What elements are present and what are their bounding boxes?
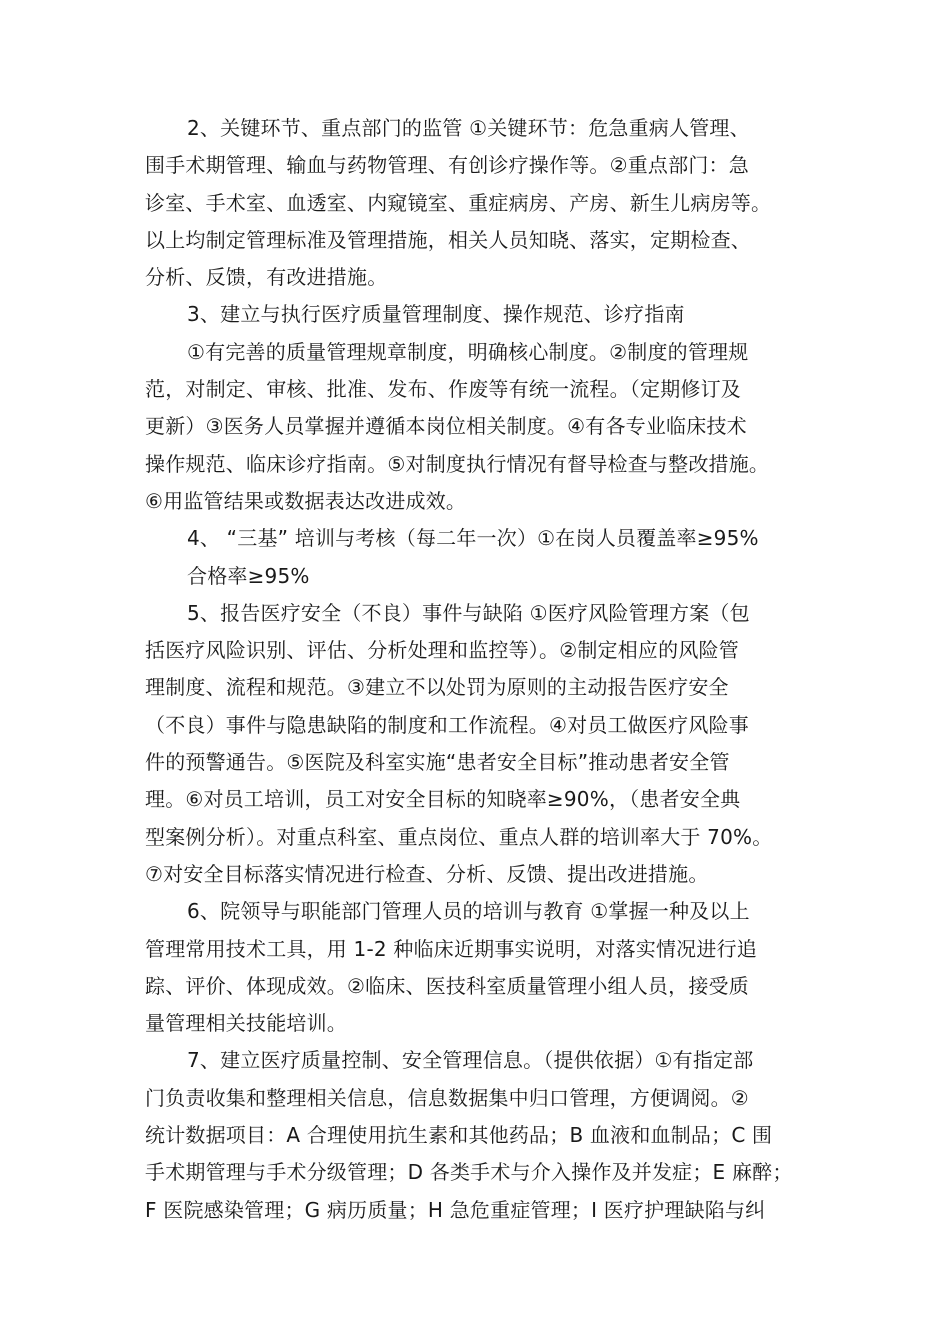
- text-line: 理制度、流程和规范。③建立不以处罚为原则的主动报告医疗安全: [145, 675, 729, 700]
- paragraph-key-links: [145, 110, 835, 296]
- text-line: （不良）事件与隐患缺陷的制度和工作流程。④对员工做医疗风险事: [145, 712, 749, 737]
- text-line: 7、建立医疗质量控制、安全管理信息。（提供依据）①有指定部: [187, 1048, 754, 1073]
- text-line: ①有完善的质量管理规章制度，明确核心制度。②制度的管理规: [187, 339, 749, 364]
- text-line: 门负责收集和整理相关信息，信息数据集中归口管理，方便调阅。②: [145, 1085, 749, 1110]
- text-line: 量管理相关技能培训。: [145, 1011, 347, 1036]
- paragraph-safety-events: [145, 595, 835, 893]
- text-line: 型案例分析）。对重点科室、重点岗位、重点人群的培训率大于 70%。: [145, 824, 773, 849]
- text-line: 诊室、手术室、血透室、内窥镜室、重症病房、产房、新生儿病房等。: [145, 190, 772, 215]
- paragraph-quality-system: [145, 334, 835, 520]
- heading-quality-system: [145, 296, 835, 333]
- text-line: 3、建立与执行医疗质量管理制度、操作规范、诊疗指南: [187, 302, 685, 327]
- text-line: 范，对制定、审核、批准、发布、作废等有统一流程。（定期修订及: [145, 377, 741, 402]
- text-line: 管理常用技术工具，用 1-2 种临床近期事实说明，对落实情况进行追: [145, 936, 757, 961]
- text-line: 围手术期管理、输血与药物管理、有创诊疗操作等。②重点部门：急: [145, 153, 749, 178]
- paragraph-training: [145, 520, 835, 557]
- text-line: 操作规范、临床诊疗指南。⑤对制度执行情况有督导检查与整改措施。: [145, 451, 770, 476]
- text-line: 6、院领导与职能部门管理人员的培训与教育 ①掌握一种及以上: [187, 899, 750, 924]
- text-line: 合格率≥95%: [187, 563, 310, 588]
- text-line: 理。⑥对员工培训，员工对安全目标的知晓率≥90%，（患者安全典: [145, 787, 741, 812]
- paragraph-leadership-training: [145, 893, 835, 1042]
- text-line: 踪、评价、体现成效。②临床、医技科室质量管理小组人员，接受质: [145, 973, 749, 998]
- paragraph-info-management: [145, 1042, 835, 1228]
- text-line: 括医疗风险识别、评估、分析处理和监控等）。②制定相应的风险管: [145, 638, 739, 663]
- document-body: [145, 110, 835, 1229]
- text-line: ⑥用监管结果或数据表达改进成效。: [145, 488, 467, 513]
- text-line: F 医院感染管理；G 病历质量；H 急危重症管理；I 医疗护理缺陷与纠: [145, 1197, 766, 1222]
- text-line: 以上均制定管理标准及管理措施，相关人员知晓、落实，定期检查、: [145, 227, 751, 252]
- text-line: 更新）③医务人员掌握并遵循本岗位相关制度。④有各专业临床技术: [145, 414, 747, 439]
- text-line: 统计数据项目：A 合理使用抗生素和其他药品；B 血液和血制品；C 围: [145, 1123, 773, 1148]
- text-line: 件的预警通告。⑤医院及科室实施“患者安全目标”推动患者安全管: [145, 750, 730, 775]
- text-line: 分析、反馈，有改进措施。: [145, 265, 388, 290]
- text-line: 5、报告医疗安全（不良）事件与缺陷 ①医疗风险管理方案（包: [187, 600, 750, 625]
- text-line: ⑦对安全目标落实情况进行检查、分析、反馈、提出改进措施。: [145, 861, 709, 886]
- text-line: 2、关键环节、重点部门的监管 ①关键环节：危急重病人管理、: [187, 116, 750, 140]
- text-line: 4、 “三基” 培训与考核（每二年一次）①在岗人员覆盖率≥95%: [187, 526, 759, 551]
- paragraph-pass-rate: [145, 558, 835, 595]
- text-line: 手术期管理与手术分级管理；D 各类手术与介入操作及并发症；E 麻醉；: [145, 1160, 793, 1185]
